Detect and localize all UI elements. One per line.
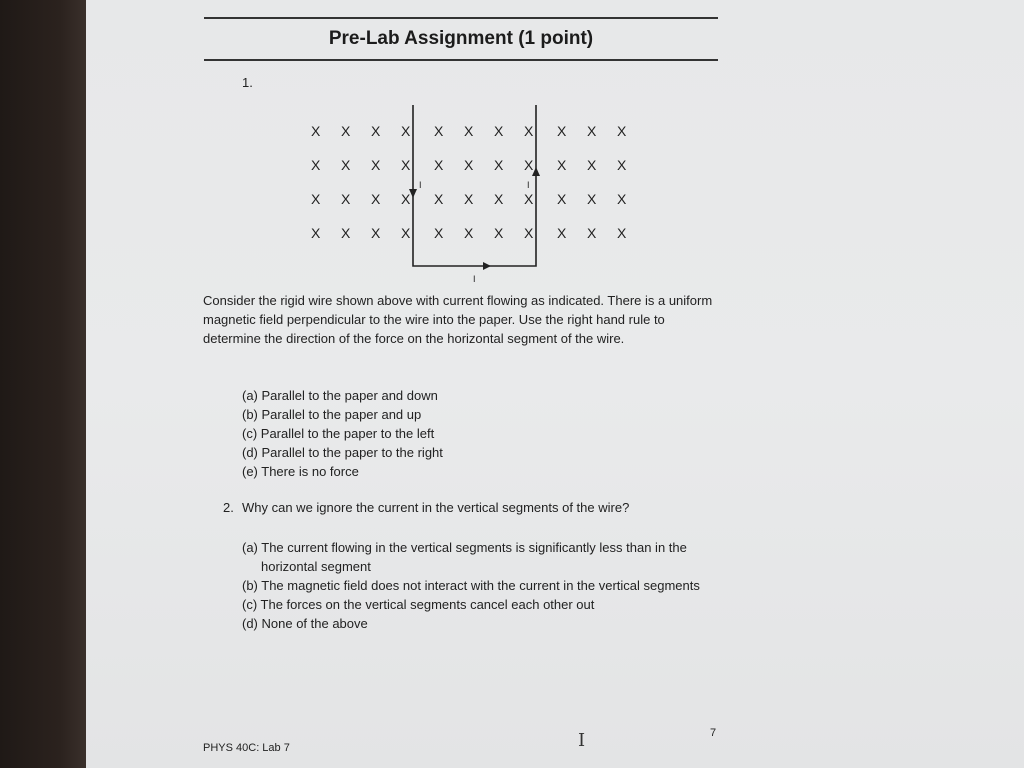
field-x-mark: X bbox=[494, 157, 504, 173]
current-arrow-right bbox=[483, 262, 491, 270]
field-x-mark: X bbox=[557, 123, 567, 139]
field-x-mark: X bbox=[524, 123, 534, 139]
q1-option-d[interactable]: (d) Parallel to the paper to the right bbox=[242, 445, 443, 460]
question-1-number: 1. bbox=[242, 75, 253, 90]
field-x-mark: X bbox=[617, 123, 627, 139]
field-x-mark: X bbox=[617, 191, 627, 207]
field-x-mark: X bbox=[311, 123, 321, 139]
field-x-mark: X bbox=[371, 157, 381, 173]
screen-bezel bbox=[0, 0, 86, 768]
field-x-mark: X bbox=[401, 157, 411, 173]
q1-option-a[interactable]: (a) Parallel to the paper and down bbox=[242, 388, 438, 403]
field-x-mark: X bbox=[524, 157, 534, 173]
field-x-mark: X bbox=[434, 191, 444, 207]
question-2-text: Why can we ignore the current in the vertical segments of the wire? bbox=[242, 500, 630, 515]
field-x-mark: X bbox=[434, 157, 444, 173]
field-x-mark: X bbox=[524, 191, 534, 207]
field-x-mark: X bbox=[371, 225, 381, 241]
field-x-mark: X bbox=[341, 157, 351, 173]
page-number: 7 bbox=[710, 727, 717, 739]
current-label-left: I bbox=[419, 180, 422, 190]
field-x-mark: X bbox=[494, 225, 504, 241]
field-x-mark: X bbox=[371, 191, 381, 207]
field-x-mark: X bbox=[617, 157, 627, 173]
field-x-mark: X bbox=[311, 191, 321, 207]
field-x-mark: X bbox=[311, 157, 321, 173]
field-x-mark: X bbox=[401, 191, 411, 207]
field-x-mark: X bbox=[587, 157, 597, 173]
field-x-mark: X bbox=[587, 225, 597, 241]
q2-option-c[interactable]: (c) The forces on the vertical segments cancel each other out bbox=[242, 597, 595, 612]
q1-option-e[interactable]: (e) There is no force bbox=[242, 464, 359, 479]
top-rule bbox=[204, 17, 718, 19]
field-x-mark: X bbox=[557, 157, 567, 173]
question-2-number: 2. bbox=[223, 500, 234, 515]
q2-option-a[interactable]: (a) The current flowing in the vertical segments is significantly less than in the horizontal segment bbox=[242, 540, 687, 574]
text-cursor-icon: I bbox=[578, 730, 586, 751]
field-x-mark: X bbox=[341, 225, 351, 241]
wire bbox=[413, 105, 536, 266]
field-x-mark: X bbox=[524, 225, 534, 241]
field-x-mark: X bbox=[617, 225, 627, 241]
field-x-mark: X bbox=[401, 225, 411, 241]
question-1-text: Consider the rigid wire shown above with current flowing as indicated. There is a uniform magnetic field perpendicular to the wire into the paper. Use the right hand rule to determine the direction of the force on the horizontal segment of the wire. bbox=[203, 293, 713, 346]
field-x-mark: X bbox=[557, 225, 567, 241]
field-x-mark: X bbox=[464, 191, 474, 207]
field-x-mark: X bbox=[464, 123, 474, 139]
field-x-mark: X bbox=[464, 157, 474, 173]
title-underline bbox=[204, 59, 718, 61]
field-x-mark: X bbox=[371, 123, 381, 139]
field-x-mark: X bbox=[464, 225, 474, 241]
current-label-bottom: I bbox=[473, 274, 476, 284]
question-1-options bbox=[242, 386, 682, 481]
field-x-mark: X bbox=[434, 225, 444, 241]
field-x-mark: X bbox=[341, 123, 351, 139]
current-label-right: I bbox=[527, 180, 530, 190]
field-x-mark: X bbox=[311, 225, 321, 241]
field-x-mark: X bbox=[494, 123, 504, 139]
q1-option-b[interactable]: (b) Parallel to the paper and up bbox=[242, 407, 422, 422]
document-page bbox=[86, 0, 1024, 768]
question-2-options bbox=[242, 538, 712, 633]
field-x-mark: X bbox=[434, 123, 444, 139]
field-x-mark: X bbox=[341, 191, 351, 207]
q1-option-c[interactable]: (c) Parallel to the paper to the left bbox=[242, 426, 435, 441]
wire-diagram bbox=[286, 100, 646, 290]
field-x-mark: X bbox=[557, 191, 567, 207]
q2-option-b[interactable]: (b) The magnetic field does not interact with the current in the vertical segments bbox=[242, 578, 700, 593]
page-footer: PHYS 40C: Lab 7 bbox=[203, 742, 290, 754]
q2-option-d[interactable]: (d) None of the above bbox=[242, 616, 368, 631]
magnetic-field-grid bbox=[311, 123, 627, 241]
field-x-mark: X bbox=[587, 123, 597, 139]
page-title: Pre-Lab Assignment (1 point) bbox=[328, 28, 594, 49]
field-x-mark: X bbox=[587, 191, 597, 207]
field-x-mark: X bbox=[494, 191, 504, 207]
field-x-mark: X bbox=[401, 123, 411, 139]
